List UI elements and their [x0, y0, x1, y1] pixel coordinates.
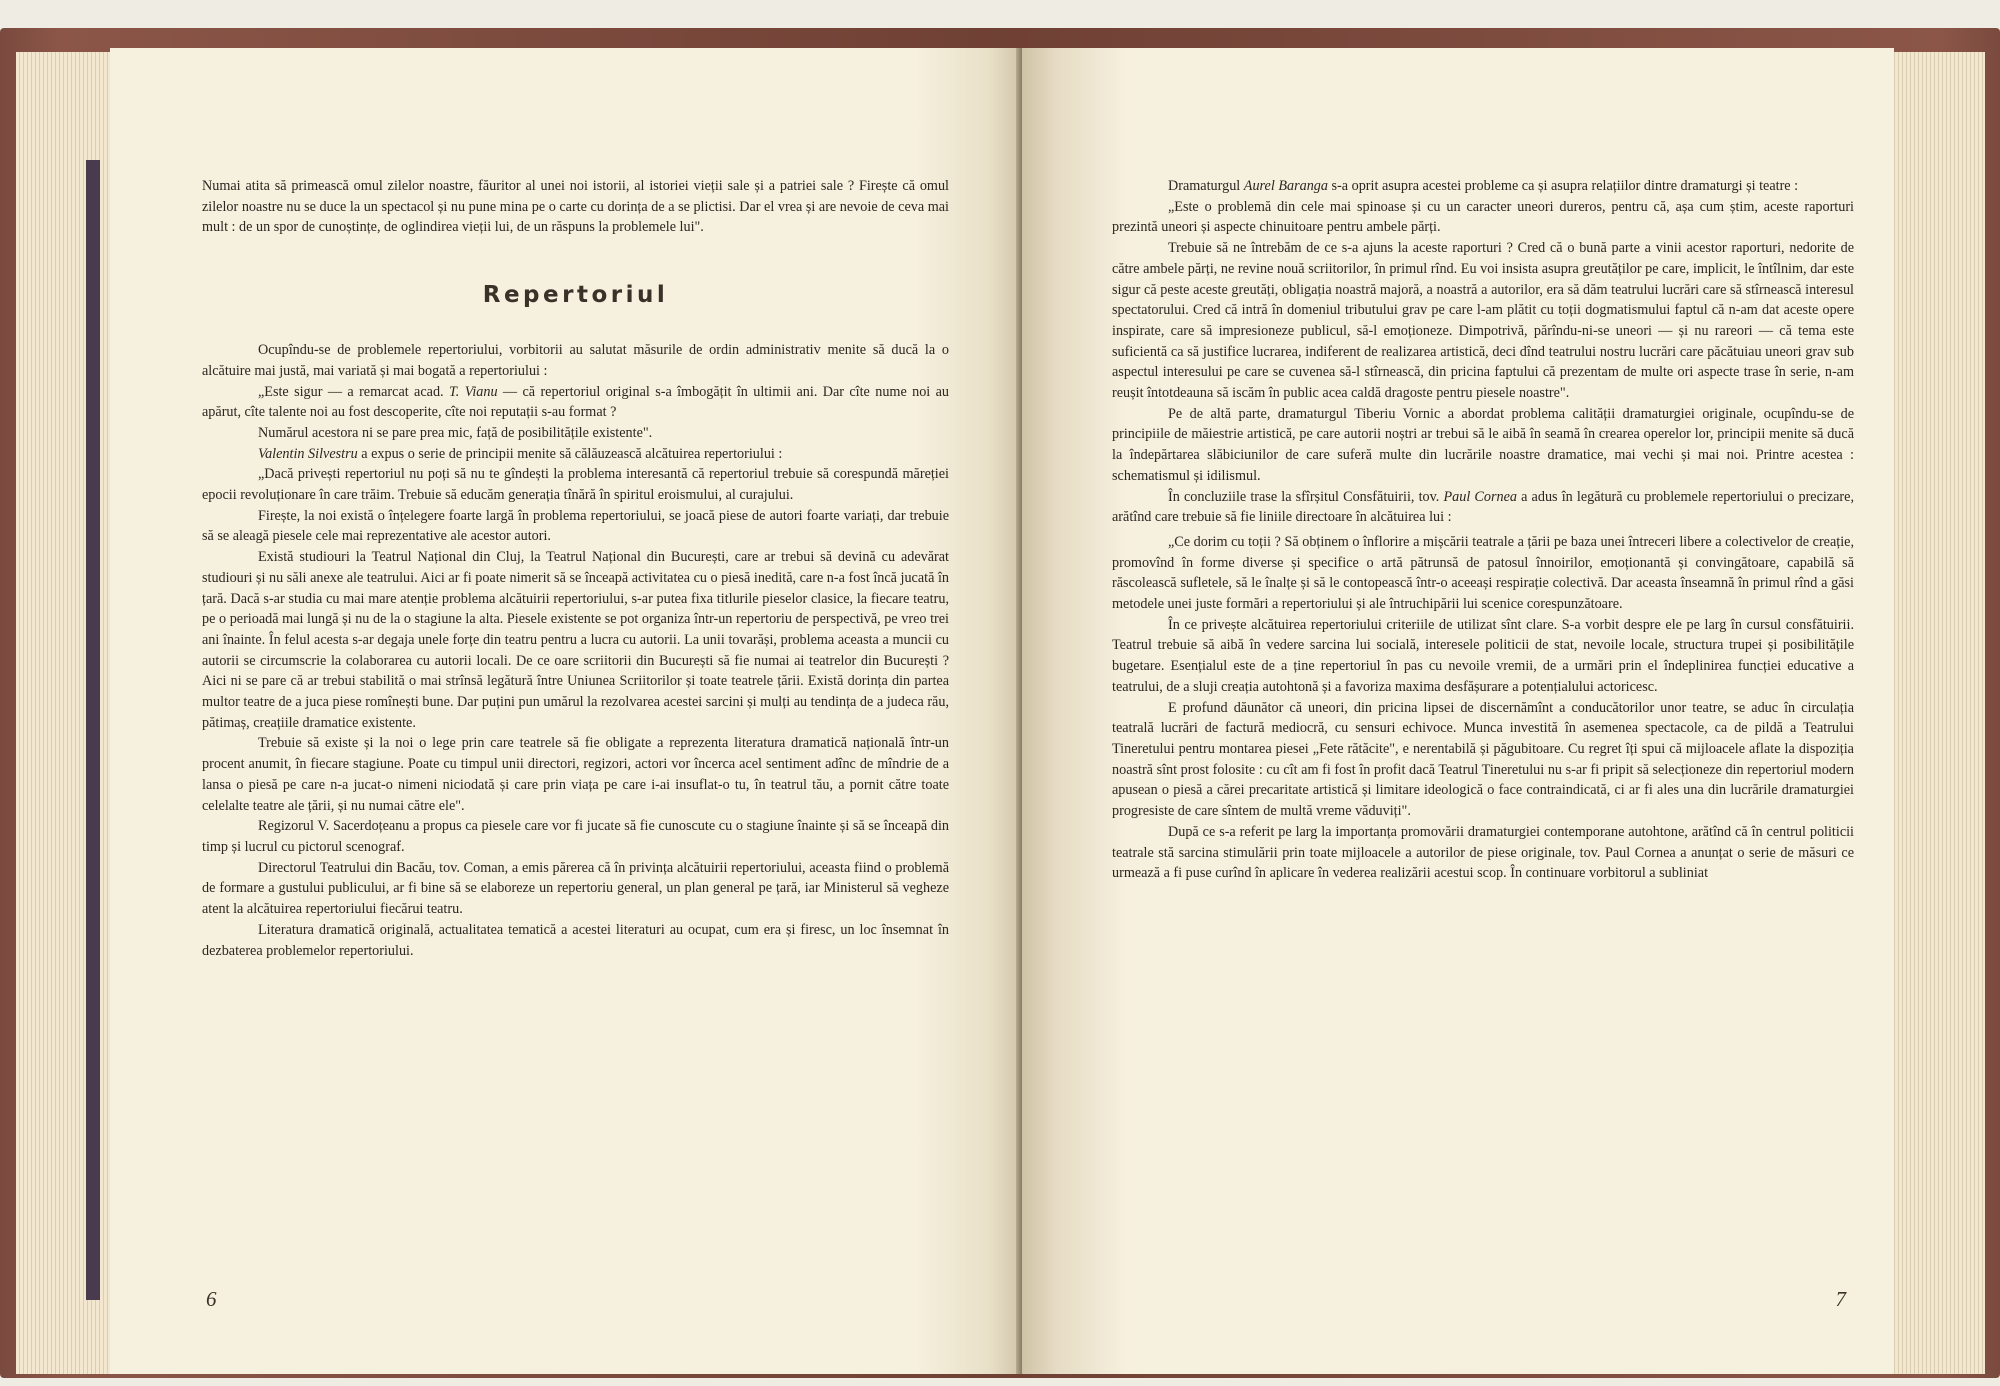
text-run: Dramaturgul — [1168, 178, 1244, 194]
paragraph: Ocupîndu-se de problemele repertoriului, vorbitorii au salutat măsurile de ordin administrativ menite să ducă la o alcătuire mai justă, mai variată și mai bogată a repertoriului : — [202, 342, 949, 379]
page-number: 7 — [1835, 1287, 1846, 1311]
paragraph: După ce s-a referit pe larg la importanța promovării dramaturgiei contemporane autohtone, arătînd că în centrul politicii teatrale stă sarcina stimulării prin toate mijloacele a autorilor de piese originale, tov. Paul Cornea a anunțat o serie de măsuri ce urmează a fi puse curînd în aplicare în vederea realizării acestui scop. În continuare vorbitorul a subliniat — [1112, 823, 1854, 882]
paragraph — [1112, 176, 1854, 197]
left-page — [110, 48, 1025, 1374]
person-name: Aurel Baranga — [1243, 178, 1328, 194]
text-run: s-a oprit asupra acestei probleme ca și asupra relațiilor dintre dramaturgi și teatre : — [1327, 178, 1799, 194]
text-run: a adus în legătură cu problemele repertoriului o precizare, arătînd care trebuie să fie liniile directoare în alcătuirea lui : — [1112, 488, 1854, 526]
paragraph: „Dacă privești repertoriul nu poți să nu te gîndești la problema interesantă că repertoriul trebuie să corespundă măreției epocii revoluționare în care trăim. Trebuie să educăm generația tînără în spiritul eroismului, al curajului. — [202, 466, 949, 504]
paragraph: „Ce dorim cu toții ? Să obținem o înflorire a mișcării teatrale a țării pe baza unei întreceri libere a colectivelor de creație, promovînd în forme diverse și specifice o artă pătrunsă de patosul înnoirilor, emoționantă și convingătoare, capabilă să răscolească sufletele, să le înalțe și să le contopească într-o aceeași respirație colectivă. Dar aceasta înseamnă în primul rînd a găsi metodele unei juste formări a repertoriului și ale întruchipării lui scenice corespunzătoare. — [1112, 533, 1854, 613]
binding-tab — [86, 160, 100, 1300]
person-name: Paul Cornea — [1443, 488, 1517, 505]
paragraph: Trebuie să existe și la noi o lege prin care teatrele să fie obligate a reprezenta literatura dramatică națională într-un procent anumit, în fiecare stagiune. Poate cu timpul unii directori, regizori, actori vor încerca acel sentiment adînc de mîndrie de a lansa o piesă pe care n-a jucat-o nimeni niciodată și care prin viața pe care i-ai insuflat-o tu, în teatrul tău, a pornit către toate celelalte teatre ale țării, și nu numai către ele". — [202, 735, 949, 814]
paragraph: În ce privește alcătuirea repertoriului criteriile de utilizat sînt clare. S-a vorbit despre ele pe larg în cursul consfătuirii. Teatrul trebuie să aibă în vedere sarcina lui socială, interesele politicii de stat, nevoile locale, structura trupei și posibilitățile bugetare. Esențialul este de a ține repertoriul în pas cu nevoile vremii, de a urmări prin el îndeplinirea funcției educative a teatrului, de a sluji creația autohtonă și a favoriza maxima desfășurare a potențialului actoricesc. — [1112, 616, 1854, 695]
paragraph: Regizorul V. Sacerdoțeanu a propus ca piesele care vor fi jucate să fie cunoscute cu o stagiune înainte și să se înceapă din timp și lucrul cu pictorul scenograf. — [202, 818, 949, 855]
paragraph: Trebuie să ne întrebăm de ce s-a ajuns la aceste raporturi ? Cred că o bună parte a vinii acestor raporturi, nedorite de către ambele părți, ne revine nouă scriitorilor, în primul rînd. Eu voi insista asupra greutăților pe care, implicit, le întîlnim, dar este sigur că peste aceste greutăți, obligația noastră majoră, a noastră a autorilor, era să dăm teatrului lucrări care să stîrnească interesul spectatorului. Cred că intră în domeniul tributului grav pe care l-am plătit cu toții dogmatismului faptul că n-am dat aceste opere inspirate, care să impresioneze publicul, să-l emoționeze. Dimpotrivă, părîndu-ni-se uneori — și nu rareori — că tema este suficientă ca să justifice lucrarea, indiferent de realizarea artistică, deci dînd teatrului nostru lucrări care păcătuiau uneori grav sub aspectul interesului pe care se cuvenea să-l stîrnească, din pricina faptului că prezentam de multe ori aspecte trase în serie, n-am reușit întotdeauna să iscăm în public acea caldă dragoste pentru piesele noastre". — [1112, 240, 1854, 402]
paragraph: E profund dăunător că uneori, din pricina lipsei de discernămînt a conducătorilor unor teatre, se aduc în circulația teatrală lucrări de factură mediocră, cu sensuri echivoce. Munca investită în asemenea spectacole, ca de pildă a Teatrului Tineretului pentru montarea piesei „Fete rătăcite", e nerentabilă și păgubitoare. Cu regret îți spui că mijloacele aflate la dispoziția noastră sînt prost folosite : cu cît am fi fost în profit dacă Teatrul Tineretului nu s-ar fi pripit să selecționeze din repertoriul modern apusean o piesă a cărei precaritate artistică și limitare ideologică o face contraindicată, ci ar fi ales una din lucrările dramaturgiei progresiste de care sîntem de multă vreme văduviți". — [1112, 699, 1854, 820]
text-run: — că repertoriul original s-a îmbogățit în ultimii ani. Dar cîte nume noi au apărut, cîte talente noi au fost descoperite, cîte noi reputații s-au format ? — [202, 383, 950, 421]
text-run: „Este sigur — a remarcat acad. — [258, 383, 449, 400]
person-name: Valentin Silvestru — [258, 445, 358, 462]
right-page — [1022, 48, 1894, 1374]
paragraph: Pe de altă parte, dramaturgul Tiberiu Vornic a abordat problema calității dramaturgiei originale, ocupîndu-se de principiile de măiestrie artistică, pe care autorii noștri ar trebui să le aibă în seamă în crearea operelor lor, principii menite să ducă la îndepărtarea slăbiciunilor de care suferă multe din lucrările noastre dramatice, mai vechi și mai noi. Printre acestea : schematismul și idilismul. — [1112, 405, 1854, 484]
paragraph: „Este o problemă din cele mai spinoase și cu un caracter uneori dureros, pentru că, așa cum știm, aceste raporturi prezintă uneori și aspecte chinuitoare pentru ambele părți. — [1112, 198, 1854, 236]
page-number: 6 — [206, 1287, 217, 1311]
paragraph — [202, 382, 949, 423]
text-run: În concluziile trase la sfîrșitul Consfătuirii, tov. — [1168, 488, 1444, 505]
paragraph: Numărul acestora ni se pare prea mic, față de posibilitățile existente". — [258, 424, 653, 441]
paragraph: Literatura dramatică originală, actualitatea tematică a acestei literaturi au ocupat, cum era și firesc, un loc însemnat în dezbaterea problemelor repertoriului. — [202, 921, 949, 959]
paragraph: Firește, la noi există o înțelegere foarte largă în problema repertoriului, se joacă piese de autori foarte variați, dar trebuie să se aleagă piesele cele mai reprezentative ale acestor autori. — [202, 507, 949, 545]
paragraph — [1112, 487, 1854, 528]
page-stack-right — [1890, 52, 1985, 1374]
paragraph: Există studiouri la Teatrul Național din Cluj, la Teatrul Național din București, care ar trebui să devină cu adevărat studiouri și nu săli anexe ale teatrului. Aici ar fi poate nimerit să se înceapă activitatea cu o piesă inedită, care n-a fost încă jucată în țară. Dacă s-ar studia cu mai mare atenție problema alcătuirii repertoriului, s-ar putea fixa titlurile pieselor clasice, la fiecare teatru, pe o perioadă mai lungă și nu de la o stagiune la alta. Piesele existente se pot organiza într-un repertoriu de perspectivă, pe vreo trei ani înainte. În felul acesta s-ar degaja unele forțe din teatru pentru a lucra cu autorii. La unii tovarăși, problema aceasta a muncii cu autorii se circumscrie la colaborarea cu autorii locali. De ce oare scriitorii din București să fie numai ai teatrelor din București ? Aici ni se pare că ar trebui stabilită o mai strînsă legătură între Uniunea Scriitorilor și toate teatrele țării. Există dorința din partea multor teatre de a juca piese romînești bune. Dar puțini pun umărul la rezolvarea acestei sarcini și mulți au tendința de a judeca rău, pătimaș, creațiile dramatice existente. — [202, 549, 949, 731]
section-heading: Repertoriul — [482, 282, 669, 309]
intro-paragraph: Numai atita să primească omul zilelor noastre, făuritor al unei noi istorii, al istoriei vieții sale și a patriei sale ? Firește că omul zilelor noastre nu se duce la un spectacol și nu pune mina pe o carte cu dorința de a se plictisi. Dar el vrea și are nevoie de ceva mai mult : de un spor de cunoștințe, de oglindirea vieții lui, de un răspuns la problemele lui". — [202, 178, 949, 236]
paragraph: Directorul Teatrului din Bacău, tov. Coman, a emis părerea că în privința alcătuirii repertoriului, aceasta fiind o problemă de formare a gustului publicului, ar fi bine să se elaboreze un repertoriu general, un plan general pe țară, iar Ministerul să vegheze atent la alcătuirea repertoriului fiecărui teatru. — [202, 859, 949, 918]
text-run: a expus o serie de principii menite să călăuzească alcătuirea repertoriului : — [357, 445, 783, 462]
paragraph — [202, 444, 949, 465]
person-name: T. Vianu — [448, 383, 498, 400]
